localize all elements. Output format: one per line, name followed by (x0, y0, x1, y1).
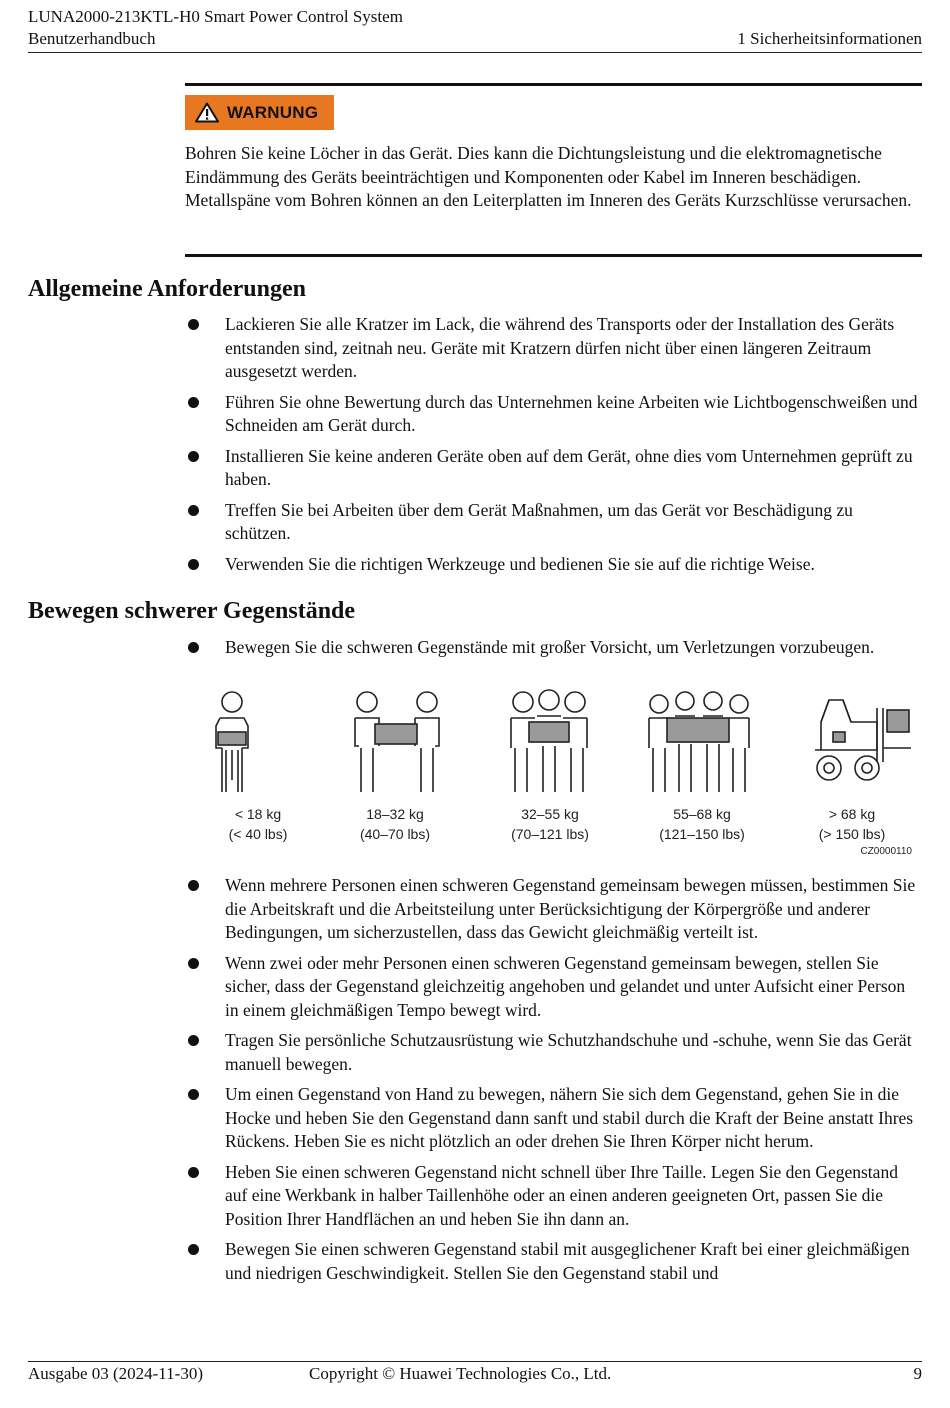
list-item (185, 391, 922, 438)
list-item-text: Treffen Sie bei Arbeiten über dem Gerät Maßnahmen, um das Gerät vor Beschädigung zu schützen. (225, 499, 853, 543)
weight-kg: 32–55 kg (521, 806, 579, 822)
warning-label: WARNUNG (227, 102, 319, 122)
edition-info: Ausgabe 03 (2024-11-30) (28, 1364, 203, 1383)
weight-label (330, 804, 460, 844)
list-item (185, 952, 922, 1023)
list-item (185, 553, 922, 577)
list-item-text: Lackieren Sie alle Kratzer im Lack, die während des Transports oder der Installation des Geräts entstanden sind, zeitnah neu. Geräte mit Kratzern dürfen nicht über einen längeren Zeitraum ausgesetzt werden. (225, 314, 895, 381)
bullet-icon (188, 1089, 199, 1100)
weight-lbs: (121–150 lbs) (659, 826, 745, 842)
weight-kg: < 18 kg (234, 806, 282, 822)
warning-text: Bohren Sie keine Löcher in das Gerät. Dies kann die Dichtungsleistung und die elektromagnetische Eindämmung des Geräts beeinträchtigen und Komponenten oder Kabel im Inneren beschädigen. Metallspäne vom Bohren können an den Leiterplatten im Inneren des Geräts Kurzschlüsse verursachen. (185, 143, 912, 210)
bullet-icon (188, 880, 199, 891)
list-item-text: Installieren Sie keine anderen Geräte oben auf dem Gerät, ohne dies vom Unternehmen geprüft zu haben. (225, 445, 913, 489)
list-item-text: Bewegen Sie die schweren Gegenstände mit großer Vorsicht, um Verletzungen vorzubeugen. (225, 637, 875, 657)
product-name: LUNA2000-213KTL-H0 Smart Power Control System (28, 7, 403, 26)
page-header (28, 6, 922, 53)
document-type: Benutzerhandbuch (28, 29, 156, 48)
list-item-text: Um einen Gegenstand von Hand zu bewegen, nähern Sie sich dem Gegenstand, gehen Sie in die Hocke und heben Sie den Gegenstand dann sanft und stabil durch die Kraft der Beine anstatt Ihres Rückens. Heben Sie es nicht plötzlich an oder drehen Sie Ihren Körper nicht herum. (225, 1084, 914, 1151)
bullet-icon (188, 505, 199, 516)
bullet-icon (188, 642, 199, 653)
weight-kg: > 68 kg (828, 806, 876, 822)
weight-label (787, 804, 917, 844)
bullet-icon (188, 1244, 199, 1255)
general-requirements-list (185, 313, 922, 583)
list-item (185, 313, 922, 384)
weight-lbs: (< 40 lbs) (228, 826, 288, 842)
bullet-icon (188, 559, 199, 570)
list-item-text: Wenn mehrere Personen einen schweren Gegenstand gemeinsam bewegen müssen, bestimmen Sie die Arbeitskraft und die Arbeitsteilung unter Berücksichtigung der Körpergröße und anderer Bedingungen, um sicherzustellen, dass das Gewicht gleichmäßig verteilt ist. (225, 875, 916, 942)
warning-triangle-icon (195, 102, 219, 123)
list-item (185, 1238, 922, 1285)
weight-lbs: (> 150 lbs) (818, 826, 886, 842)
list-item-text: Heben Sie einen schweren Gegenstand nicht schnell über Ihre Taille. Legen Sie den Gegenstand auf eine Werkbank in halber Taillenhöhe oder an einen anderen geeigneten Ort, passen Sie die Position Ihrer Handflächen an und heben Sie ihn dann an. (225, 1161, 898, 1229)
section-title-general: Allgemeine Anforderungen (28, 276, 306, 302)
heavy-intro-list (185, 636, 922, 667)
heavy-objects-list (185, 874, 922, 1292)
bullet-icon (188, 1035, 199, 1046)
list-item (185, 1029, 922, 1076)
list-item-text: Verwenden Sie die richtigen Werkzeuge und bedienen Sie sie auf die richtige Weise. (225, 553, 815, 574)
page-footer (28, 1361, 922, 1392)
list-item-text: Führen Sie ohne Bewertung durch das Unternehmen keine Arbeiten wie Lichtbogenschweißen und Schneiden am Gerät durch. (225, 391, 918, 435)
warning-box (185, 83, 922, 257)
weight-label (485, 804, 615, 844)
one-person-lift-illustration (190, 688, 320, 798)
bullet-icon (188, 319, 199, 330)
figure-code: CZ0000110 (860, 846, 912, 857)
weight-label (193, 804, 323, 844)
list-item (185, 1161, 922, 1232)
list-item (185, 636, 922, 660)
chapter-title: 1 Sicherheitsinformationen (737, 29, 922, 48)
bullet-icon (188, 397, 199, 408)
weight-label (637, 804, 767, 844)
four-person-lift-illustration (635, 688, 765, 798)
list-item (185, 1083, 922, 1154)
copyright-notice: Copyright © Huawei Technologies Co., Ltd. (309, 1364, 612, 1383)
weight-lbs: (70–121 lbs) (511, 826, 589, 842)
weight-kg: 18–32 kg (366, 806, 424, 822)
two-person-lift-illustration (335, 688, 465, 798)
three-person-lift-illustration (485, 688, 615, 798)
list-item (185, 445, 922, 492)
section-title-heavy: Bewegen schwerer Gegenstände (28, 598, 356, 624)
bullet-icon (188, 958, 199, 969)
bullet-icon (188, 1167, 199, 1178)
warning-badge (185, 95, 334, 130)
page-number: 9 (913, 1364, 922, 1383)
list-item-text: Bewegen Sie einen schweren Gegenstand stabil mit ausgeglichener Kraft bei einer gleichmäßigen und niedrigen Geschwindigkeit. Stellen Sie den Gegenstand stabil und (225, 1239, 910, 1283)
list-item-text: Wenn zwei oder mehr Personen einen schweren Gegenstand gemeinsam bewegen, stellen Sie sicher, dass der Gegenstand gleichzeitig angehoben und gelandet und unter Aufsicht einer Person in einem gleichmäßigen Tempo bewegt wird. (225, 952, 906, 1020)
list-item-text: Tragen Sie persönliche Schutzausrüstung wie Schutzhandschuhe und -schuhe, wenn Sie das Gerät manuell bewegen. (225, 1030, 912, 1074)
lifting-weight-figure (215, 688, 920, 864)
weight-lbs: (40–70 lbs) (359, 826, 431, 842)
bullet-icon (188, 451, 199, 462)
list-item (185, 499, 922, 546)
list-item (185, 874, 922, 945)
forklift-illustration (795, 688, 925, 798)
weight-kg: 55–68 kg (673, 806, 731, 822)
